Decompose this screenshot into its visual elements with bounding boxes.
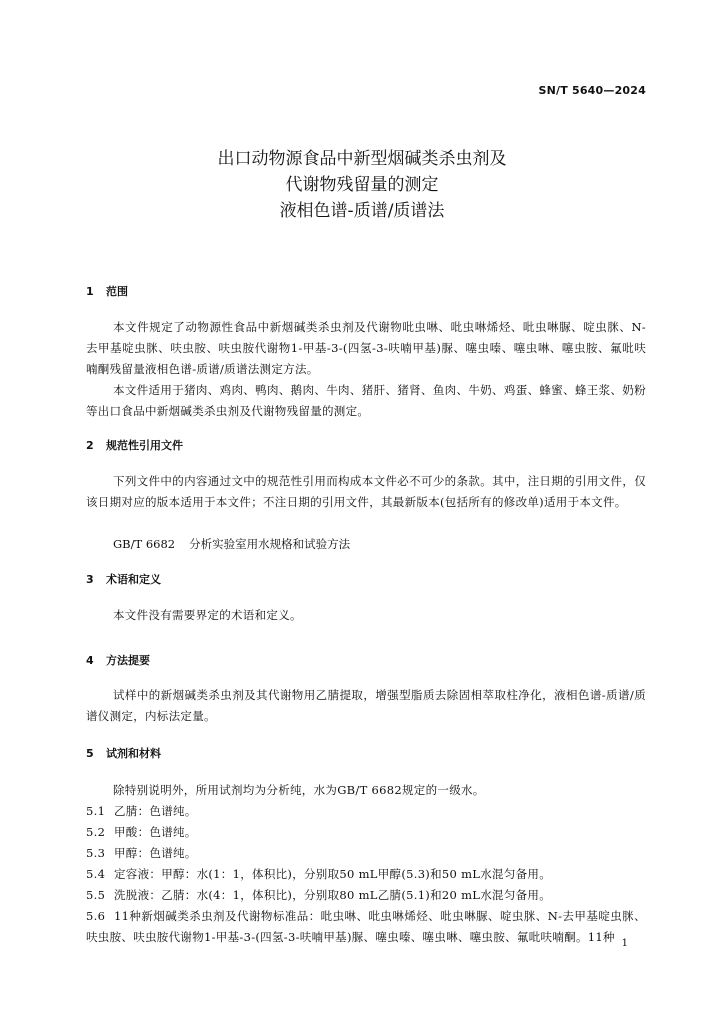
section-title: 术语和定义 bbox=[106, 573, 161, 586]
reference-title: 分析实验室用水规格和试验方法 bbox=[189, 537, 351, 551]
item-text: 定容液：甲醇：水(1：1，体积比)，分别取50 mL甲醇(5.3)和50 mL水混匀备用。 bbox=[114, 867, 552, 881]
section-title: 规范性引用文件 bbox=[106, 439, 183, 452]
item-text: 乙腈：色谱纯。 bbox=[114, 804, 197, 818]
item-number: 5.4 bbox=[86, 867, 106, 881]
method-summary-paragraph: 试样中的新烟碱类杀虫剂及其代谢物用乙腈提取，增强型脂质去除固相萃取柱净化，液相色谱-质谱/质谱仪测定，内标法定量。 bbox=[86, 688, 646, 723]
section-title: 试剂和材料 bbox=[106, 747, 161, 760]
section-number: 5 bbox=[86, 747, 94, 760]
reagent-item bbox=[86, 843, 646, 864]
standard-number: SN/T 5640—2024 bbox=[538, 84, 646, 97]
scope-paragraph-1: 本文件规定了动物源性食品中新烟碱类杀虫剂及代谢物吡虫啉、吡虫啉烯烃、吡虫啉脲、啶虫脒、N-去甲基啶虫脒、呋虫胺、呋虫胺代谢物1-甲基-3-(四氢-3-呋喃甲基)脲、噻虫嗪、噻虫啉、噻虫胺、氟吡呋喃酮残留量液相色谱-质谱/质谱法测定方法。 bbox=[86, 320, 646, 376]
reagent-item bbox=[86, 906, 646, 948]
section-heading-scope bbox=[86, 283, 128, 299]
page-number: 1 bbox=[621, 938, 628, 949]
reference-entry bbox=[113, 534, 350, 555]
section-heading-terms bbox=[86, 571, 161, 587]
item-number: 5.5 bbox=[86, 888, 106, 902]
reagent-item bbox=[86, 801, 646, 822]
section-title: 方法提要 bbox=[106, 654, 150, 667]
title-line-3: 液相色谱-质谱/质谱法 bbox=[279, 201, 445, 221]
reagent-item bbox=[86, 864, 646, 885]
section-number: 4 bbox=[86, 654, 94, 667]
title-line-1: 出口动物源食品中新型烟碱类杀虫剂及 bbox=[217, 149, 507, 169]
item-text: 甲酸：色谱纯。 bbox=[114, 825, 197, 839]
item-number: 5.1 bbox=[86, 804, 106, 818]
reagent-item bbox=[86, 822, 646, 843]
item-number: 5.3 bbox=[86, 846, 106, 860]
document-title bbox=[0, 146, 724, 224]
section-heading-method-summary bbox=[86, 652, 150, 668]
references-paragraph: 下列文件中的内容通过文中的规范性引用而构成本文件必不可少的条款。其中，注日期的引用文件，仅该日期对应的版本适用于本文件；不注日期的引用文件，其最新版本(包括所有的修改单)适用于本文件。 bbox=[86, 474, 646, 509]
section-number: 3 bbox=[86, 573, 94, 586]
reference-code: GB/T 6682 bbox=[113, 537, 176, 551]
item-text: 洗脱液：乙腈：水(4：1，体积比)，分别取80 mL乙腈(5.1)和20 mL水混匀备用。 bbox=[114, 888, 552, 902]
item-number: 5.2 bbox=[86, 825, 106, 839]
section-title: 范围 bbox=[106, 285, 128, 298]
item-text: 甲醇：色谱纯。 bbox=[114, 846, 197, 860]
section-heading-reagents bbox=[86, 745, 161, 761]
scope-paragraph-2: 本文件适用于猪肉、鸡肉、鸭肉、鹅肉、牛肉、猪肝、猪肾、鱼肉、牛奶、鸡蛋、蜂蜜、蜂王浆、奶粉等出口食品中新烟碱类杀虫剂及代谢物残留量的测定。 bbox=[86, 383, 646, 418]
section-number: 1 bbox=[86, 285, 94, 298]
section-number: 2 bbox=[86, 439, 94, 452]
reagents-intro-paragraph: 除特别说明外，所用试剂均为分析纯，水为GB/T 6682规定的一级水。 bbox=[113, 783, 485, 797]
title-line-2: 代谢物残留量的测定 bbox=[285, 175, 439, 195]
reagent-item bbox=[86, 885, 646, 906]
terms-paragraph: 本文件没有需要界定的术语和定义。 bbox=[113, 608, 302, 622]
section-heading-normative-references bbox=[86, 437, 183, 453]
item-text: 11种新烟碱类杀虫剂及代谢物标准品：吡虫啉、吡虫啉烯烃、吡虫啉脲、啶虫脒、N-去甲基啶虫脒、呋虫胺、呋虫胺代谢物1-甲基-3-(四氢-3-呋喃甲基)脲、噻虫嗪、噻虫啉、噻虫胺、氟吡呋喃酮。11种 bbox=[86, 909, 646, 944]
item-number: 5.6 bbox=[86, 909, 106, 923]
